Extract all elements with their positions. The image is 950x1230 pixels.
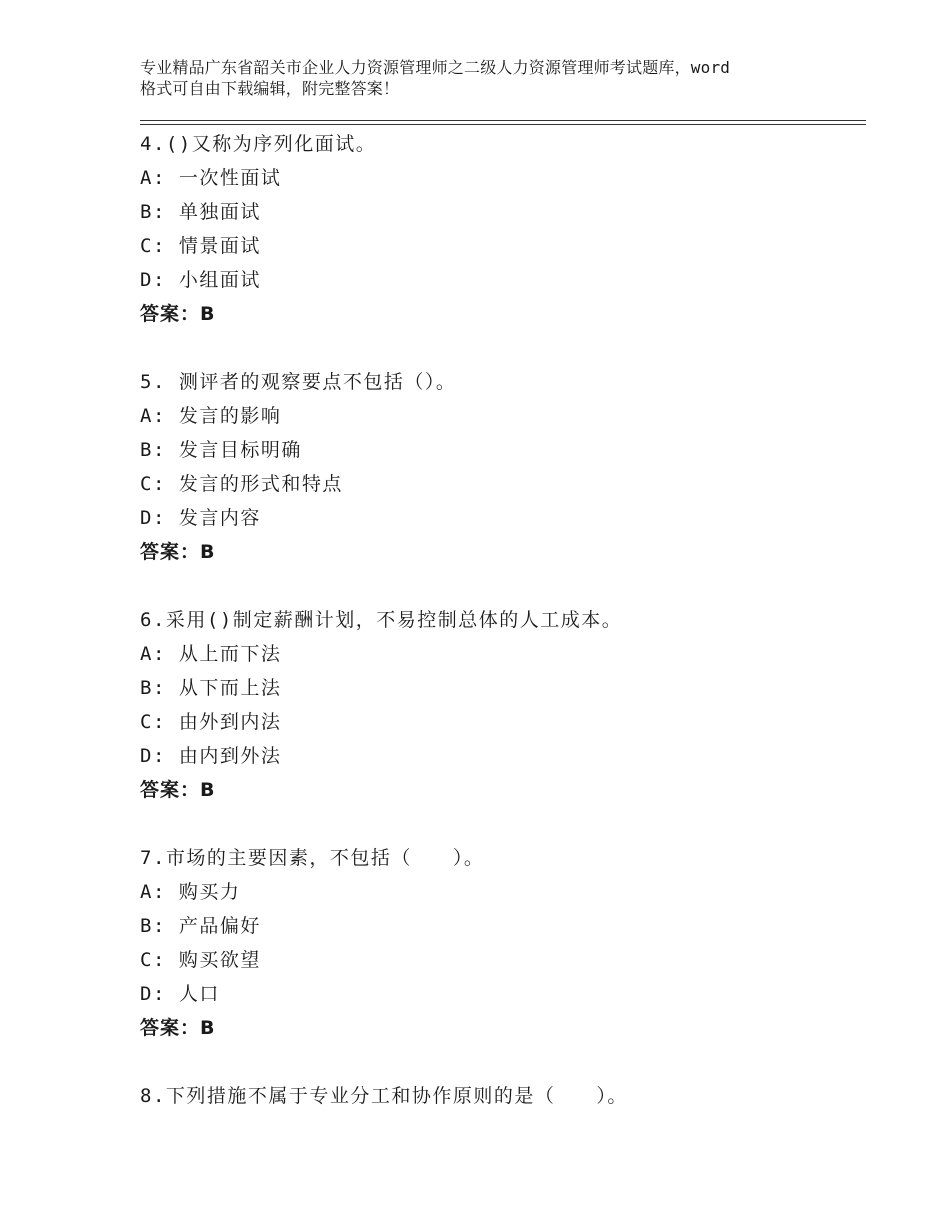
question-6 [140, 603, 866, 807]
question-5 [140, 365, 866, 569]
option-a: A: 一次性面试 [140, 167, 282, 189]
question-stem: 4.()又称为序列化面试。 [140, 133, 377, 155]
question-7 [140, 841, 866, 1045]
question-stem: 7.市场的主要因素，不包括（ ）。 [140, 847, 485, 869]
option-a: A: 发言的影响 [140, 405, 282, 427]
option-c: C: 发言的形式和特点 [140, 473, 343, 495]
option-b: B: 产品偏好 [140, 915, 261, 937]
question-stem: 8.下列措施不属于专业分工和协作原则的是（ ）。 [140, 1085, 628, 1107]
option-d: D: 由内到外法 [140, 745, 282, 767]
option-a: A: 购买力 [140, 881, 241, 903]
answer-line: 答案：B [140, 541, 216, 563]
header-line-1: 专业精品广东省韶关市企业人力资源管理师之二级人力资源管理师考试题库，word [140, 58, 731, 77]
option-a: A: 从上而下法 [140, 643, 282, 665]
header-line-2: 格式可自由下载编辑，附完整答案！ [140, 79, 400, 98]
question-stem: 6.采用()制定薪酬计划，不易控制总体的人工成本。 [140, 609, 623, 631]
option-c: C: 情景面试 [140, 235, 261, 257]
option-d: D: 发言内容 [140, 507, 261, 529]
document-header [140, 57, 840, 99]
option-b: B: 单独面试 [140, 201, 261, 223]
option-d: D: 人口 [140, 983, 220, 1005]
option-c: C: 由外到内法 [140, 711, 282, 733]
question-8 [140, 1079, 866, 1113]
option-b: B: 发言目标明确 [140, 439, 302, 461]
question-stem: 5. 测评者的观察要点不包括（）。 [140, 371, 457, 393]
option-c: C: 购买欲望 [140, 949, 261, 971]
answer-line: 答案：B [140, 779, 216, 801]
answer-line: 答案：B [140, 303, 216, 325]
option-b: B: 从下而上法 [140, 677, 282, 699]
option-d: D: 小组面试 [140, 269, 261, 291]
question-4 [140, 127, 866, 331]
answer-line: 答案：B [140, 1017, 216, 1039]
question-list [140, 127, 866, 1147]
header-divider [140, 120, 866, 125]
